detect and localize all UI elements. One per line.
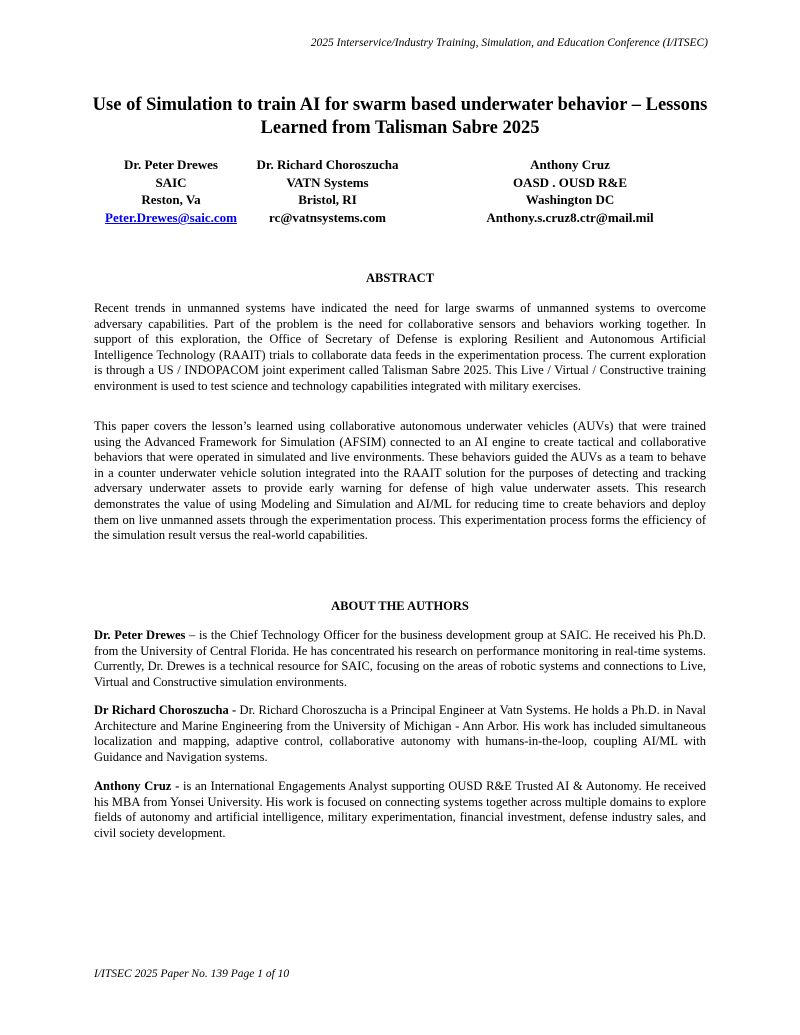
author-bio [94, 703, 706, 765]
author-email: Anthony.s.cruz8.ctr@mail.mil [486, 210, 654, 226]
bio-author-name: Anthony Cruz - [94, 779, 180, 793]
author-block [0, 156, 800, 236]
bio-text: Dr. Richard Choroszucha is a Principal Engineer at Vatn Systems. He holds a Ph.D. in Naval Architecture and Marine Engineering from the University of Michigan - Ann Arbor. His work has included simultaneous localization and mapping, adaptive control, collaborative autonomy with humans-in-the-loop, coupling AI/ML with Guidance and Navigation systems. [94, 703, 706, 764]
author-name: Dr. Peter Drewes [124, 157, 218, 172]
bio-author-name: Dr Richard Choroszucha - [94, 703, 237, 717]
author-org: SAIC [155, 174, 187, 190]
author-name: Dr. Richard Choroszucha [256, 157, 399, 172]
author-org: VATN Systems [286, 174, 369, 190]
author-location: Washington DC [525, 192, 615, 208]
about-authors-heading: ABOUT THE AUTHORS [331, 599, 469, 613]
abstract-paragraph: This paper covers the lesson’s learned using collaborative autonomous underwater vehicles (AUVs) that were trained using the Advanced Framework for Simulation (AFSIM) connected to an AI engine to create tactical and collaborative behaviors that were operated in simulated and live environments. These behaviors guided the AUVs as a team to behave in a counter underwater vehicle solution integrated into the RAAIT solution for the purposes of detecting and tracking adversary underwater assets to provide early warning for defense of high value underwater assets. This research demonstrates the value of using Modeling and Simulation and AI/ML for reducing time to create behaviors and deploy them on live unmanned assets through the experimentation process. This experimentation process forms the efficiency of the simulation result versus the real-world capabilities. [94, 419, 706, 543]
author-location: Reston, Va [141, 192, 201, 208]
author-name: Anthony Cruz [530, 157, 610, 172]
paper-title: Use of Simulation to train AI for swarm based underwater behavior – Lessons Learned from Talisman Sabre 2025 [92, 95, 708, 138]
conference-header: 2025 Interservice/Industry Training, Simulation, and Education Conference (I/ITSEC) [310, 37, 708, 49]
bio-text: – is the Chief Technology Officer for the business development group at SAIC. He received his Ph.D. from the University of Central Florida. He has concentrated his research on performance monitoring in real-time systems. Currently, Dr. Drewes is a technical resource for SAIC, focusing on the areas of robotic systems and connections to Live, Virtual and Constructive simulation environments. [94, 628, 707, 689]
author-3 [470, 156, 670, 227]
author-1 [100, 156, 242, 227]
page-footer: I/ITSEC 2025 Paper No. 139 Page 1 of 10 [94, 968, 290, 980]
author-org: OASD . OUSD R&E [512, 174, 628, 190]
author-bio [94, 628, 706, 690]
author-email-link[interactable]: Peter.Drewes@saic.com [105, 210, 237, 226]
author-location: Bristol, RI [298, 192, 357, 208]
author-bio [94, 779, 706, 841]
author-email: rc@vatnsystems.com [269, 210, 386, 226]
bio-text: is an International Engagements Analyst supporting OUSD R&E Trusted AI & Autonomy. He received his MBA from Yonsei University. His work is focused on connecting systems together across multiple domains to explore fields of autonomy and artificial intelligence, military experimentation, financial investment, defense industry sales, and civil society development. [94, 779, 706, 840]
abstract-heading: ABSTRACT [365, 271, 435, 285]
author-2 [250, 156, 405, 227]
bio-author-name: Dr. Peter Drewes [94, 628, 186, 642]
abstract-paragraph: Recent trends in unmanned systems have indicated the need for large swarms of unmanned systems to overcome adversary capabilities. Part of the problem is the need for collaborative sensors and behaviors working together. In support of this exploration, the Office of Secretary of Defense is exploring Resilient and Autonomous Artificial Intelligence Technology (RAAIT) trials to collaborate data feeds in the experimentation process. The current exploration is through a US / INDOPACOM joint experiment called Talisman Sabre 2025. This Live / Virtual / Constructive training environment is used to test science and technology capabilities integrated with military exercises. [94, 301, 706, 393]
